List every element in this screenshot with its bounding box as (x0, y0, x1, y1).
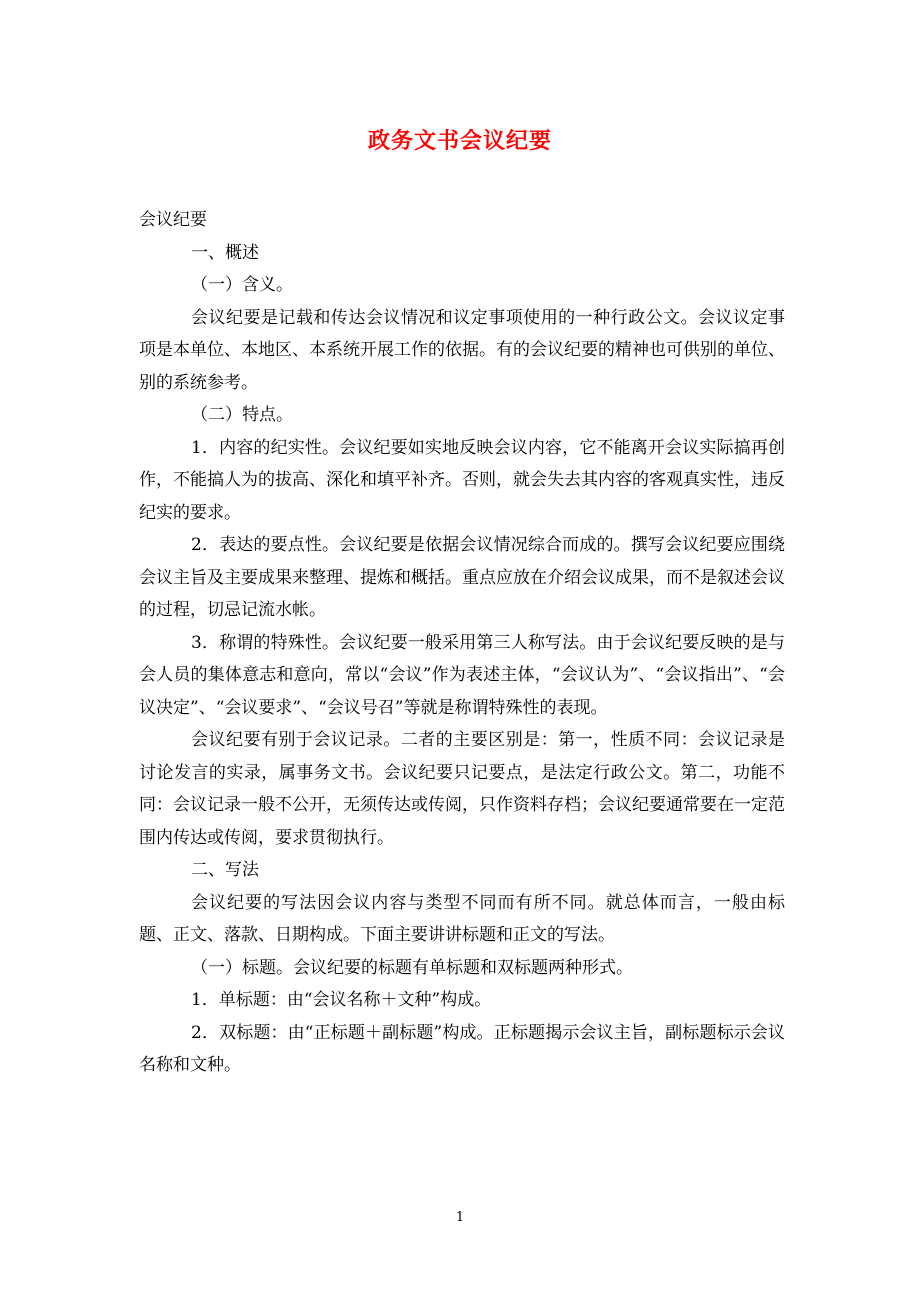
paragraph-feature-3: 3．称谓的特殊性。会议纪要一般采用第三人称写法。由于会议纪要反映的是与会人员的集体意志和意向，常以“会议”作为表述主体，“会议认为”、“会议指出”、“会议决定”、“会议要求”、“会议号召”等就是称谓特殊性的表现。 (139, 632, 785, 718)
section-label: 会议纪要 (139, 210, 207, 230)
paragraph-writing-intro: 会议纪要的写法因会议内容与类型不同而有所不同。就总体而言，一般由标题、正文、落款、日期构成。下面主要讲讲标题和正文的写法。 (139, 892, 785, 945)
document-title: 政务文书会议纪要 (367, 128, 552, 154)
paragraph-feature-2: 2．表达的要点性。会议纪要是依据会议情况综合而成的。撰写会议纪要应围绕会议主旨及主要成果来整理、提炼和概括。重点应放在介绍会议成果，而不是叙述会议的过程，切忌记流水帐。 (139, 535, 785, 620)
subheading-features: （二）特点。 (191, 405, 293, 425)
page-number: 1 (455, 1210, 465, 1225)
paragraph-single-title: 1．单标题：由“会议名称＋文种”构成。 (191, 990, 492, 1010)
document-body (139, 204, 785, 1082)
paragraph-double-title: 2．双标题：由“正标题＋副标题”构成。正标题揭示会议主旨，副标题标示会议名称和文种。 (139, 1022, 785, 1075)
paragraph-definition: 会议纪要是记载和传达会议情况和议定事项使用的一种行政公文。会议议定事项是本单位、本地区、本系统开展工作的依据。有的会议纪要的精神也可供别的单位、别的系统参考。 (139, 307, 785, 393)
subheading-title: （一）标题。会议纪要的标题有单标题和双标题两种形式。 (191, 957, 633, 978)
subheading-meaning: （一）含义。 (191, 275, 293, 295)
heading-overview: 一、概述 (191, 242, 259, 263)
paragraph-difference: 会议纪要有别于会议记录。二者的主要区别是：第一，性质不同：会议记录是讨论发言的实录，属事务文书。会议纪要只记要点，是法定行政公文。第二，功能不同：会议记录一般不公开，无须传达或传阅，只作资料存档；会议纪要通常要在一定范围内传达或传阅，要求贯彻执行。 (139, 730, 785, 848)
paragraph-feature-1: 1．内容的纪实性。会议纪要如实地反映会议内容，它不能离开会议实际搞再创作，不能搞人为的拔高、深化和填平补齐。否则，就会失去其内容的客观真实性，违反纪实的要求。 (139, 437, 785, 523)
heading-writing: 二、写法 (191, 860, 259, 880)
